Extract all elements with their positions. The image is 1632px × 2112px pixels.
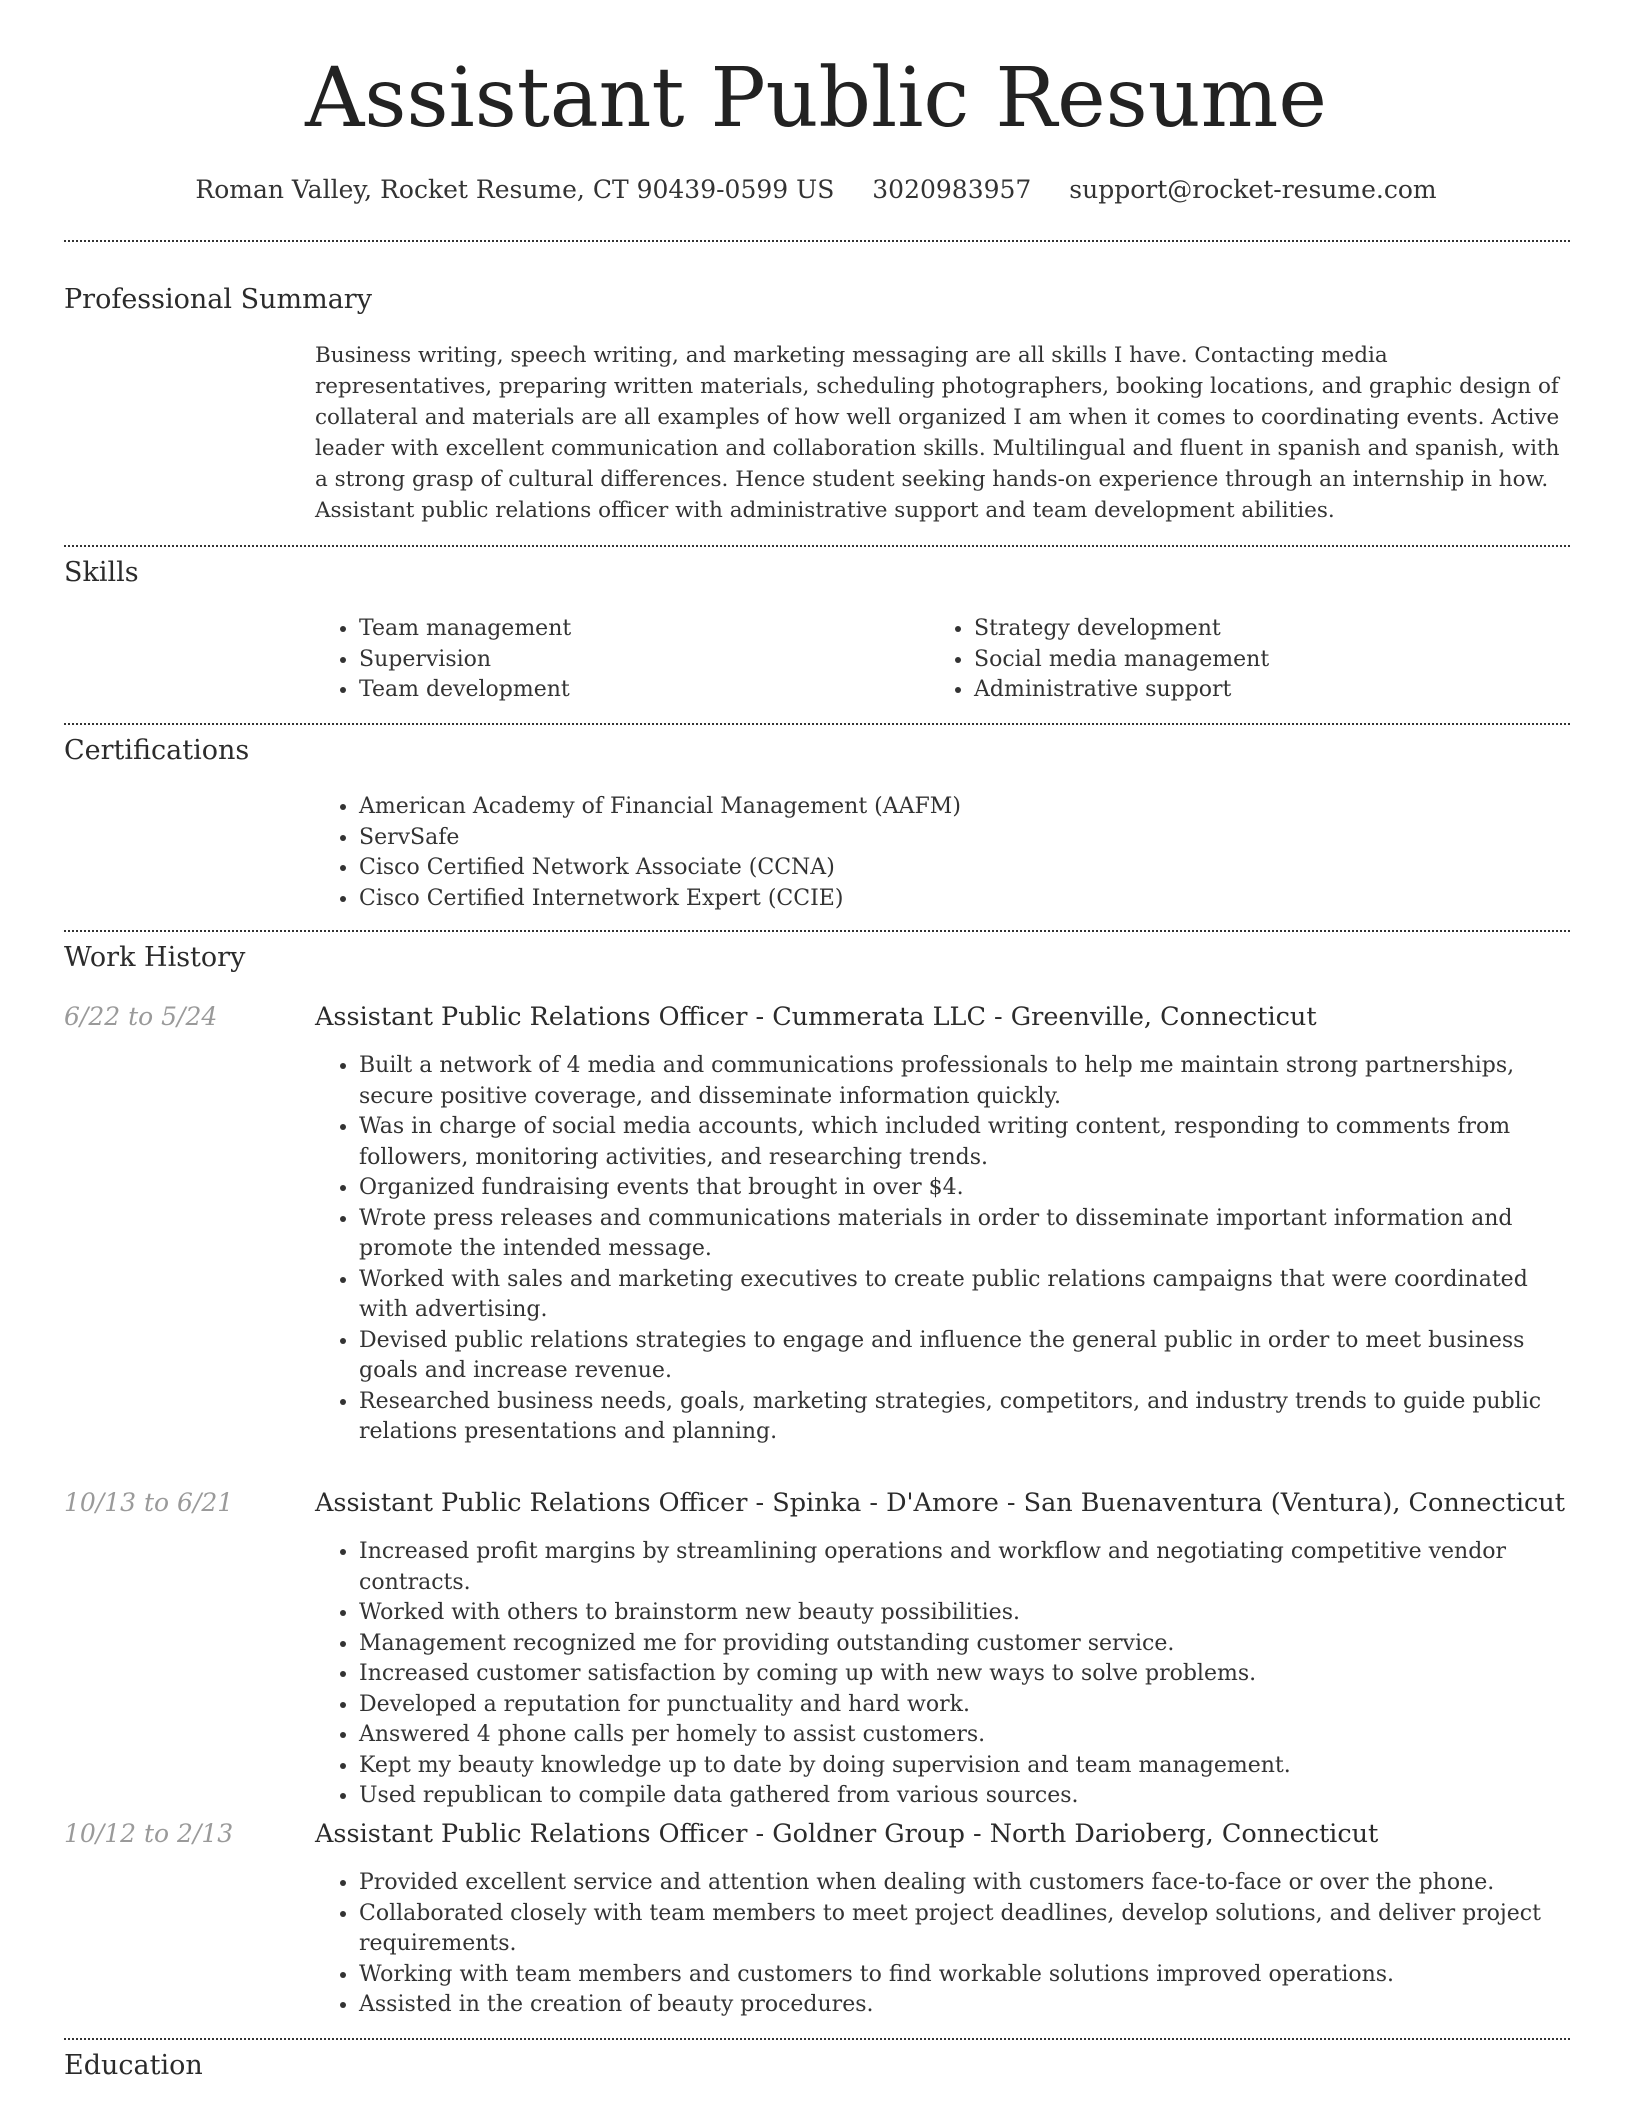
divider [64,930,1570,932]
job-bullet: • Kept my beauty knowledge up to date by doing supervision and team management. [359,1751,1559,1782]
certification-item: • Cisco Certified Network Associate (CCNA) [359,853,1559,884]
job-bullet: • Researched business needs, goals, marketing strategies, competitors, and industry trends to guide public relations presentations and planning. [359,1387,1559,1448]
job-bullets [315,1051,1559,1448]
skill-item: • Team development [359,675,919,706]
divider [64,545,1570,547]
job-bullet: • Organized fundraising events that brought in over $4. [359,1173,1559,1204]
divider [64,723,1570,725]
job-dates: 10/12 to 2/13 [64,1819,234,1848]
skill-item: • Supervision [359,645,919,676]
contact-phone: 3020983957 [872,175,1032,204]
resume-title: Assistant Public Resume [305,51,1327,146]
job-bullet: • Built a network of 4 media and communications professionals to help me maintain strong partnerships, secure positive coverage, and disseminate information quickly. [359,1051,1559,1112]
contact-email: support@rocket-resume.com [1069,175,1437,204]
certifications-list [315,792,1559,914]
skill-item: • Team management [359,614,919,645]
skills-list-left [315,614,919,706]
divider [64,240,1570,242]
job-bullet: • Increased profit margins by streamlining operations and workflow and negotiating competitive vendor contracts. [359,1537,1559,1598]
certification-item: • Cisco Certified Internetwork Expert (CCIE) [359,884,1559,915]
job-heading: Assistant Public Relations Officer - Cummerata LLC - Greenville, Connecticut [315,1002,1317,1032]
section-title-education: Education [64,2050,203,2081]
skill-item: • Strategy development [974,614,1574,645]
job-bullet: • Provided excellent service and attention when dealing with customers face-to-face or over the phone. [359,1868,1559,1899]
job-bullet: • Wrote press releases and communications materials in order to disseminate important information and promote the intended message. [359,1204,1559,1265]
contact-line [0,168,1632,212]
job-bullet: • Collaborated closely with team members to meet project deadlines, develop solutions, and deliver project requirements. [359,1899,1559,1960]
job-heading: Assistant Public Relations Officer - Spinka - D'Amore - San Buenaventura (Ventura), Connecticut [315,1488,1565,1518]
job-bullets [315,1868,1559,2021]
job-bullet: • Worked with others to brainstorm new beauty possibilities. [359,1598,1559,1629]
summary-text: Business writing, speech writing, and marketing messaging are all skills I have. Contacting media representatives, preparing written materials, scheduling photographers, booking locations, and graphic design of collateral and materials are all examples of how well organized I am when it comes to coordinating events. Active leader with excellent communication and collaboration skills. Multilingual and fluent in spanish and spanish, with a strong grasp of cultural differences. Hence student seeking hands-on experience through an internship in how. Assistant public relations officer with administrative support and team development abilities. [315,343,1560,523]
skill-item: • Administrative support [974,675,1574,706]
contact-address: Roman Valley, Rocket Resume, CT 90439-0599 US [195,175,835,204]
job-bullet: • Worked with sales and marketing executives to create public relations campaigns that were coordinated with advertising. [359,1265,1559,1326]
job-bullet: • Assisted in the creation of beauty procedures. [359,1990,1559,2021]
skills-list-right [930,614,1574,706]
skill-item: • Social media management [974,645,1574,676]
job-dates: 10/13 to 6/21 [64,1488,234,1517]
certification-item: • ServSafe [359,823,1559,854]
section-title-skills: Skills [64,557,139,588]
job-bullet: • Was in charge of social media accounts, which included writing content, responding to comments from followers, monitoring activities, and researching trends. [359,1112,1559,1173]
divider [64,2038,1570,2040]
section-title-summary: Professional Summary [64,284,372,315]
job-bullet: • Working with team members and customers to find workable solutions improved operations. [359,1960,1559,1991]
section-title-certifications: Certifications [64,735,250,766]
job-bullet: • Answered 4 phone calls per homely to assist customers. [359,1720,1559,1751]
certification-item: • American Academy of Financial Management (AAFM) [359,792,1559,823]
job-bullet: • Used republican to compile data gathered from various sources. [359,1781,1559,1812]
section-title-work-history: Work History [64,942,246,973]
job-bullet: • Developed a reputation for punctuality and hard work. [359,1690,1559,1721]
job-heading: Assistant Public Relations Officer - Goldner Group - North Darioberg, Connecticut [315,1819,1379,1849]
job-bullet: • Management recognized me for providing outstanding customer service. [359,1629,1559,1660]
job-bullets [315,1537,1559,1812]
job-dates: 6/22 to 5/24 [64,1002,218,1031]
job-bullet: • Devised public relations strategies to engage and influence the general public in order to meet business goals and increase revenue. [359,1326,1559,1387]
job-bullet: • Increased customer satisfaction by coming up with new ways to solve problems. [359,1659,1559,1690]
